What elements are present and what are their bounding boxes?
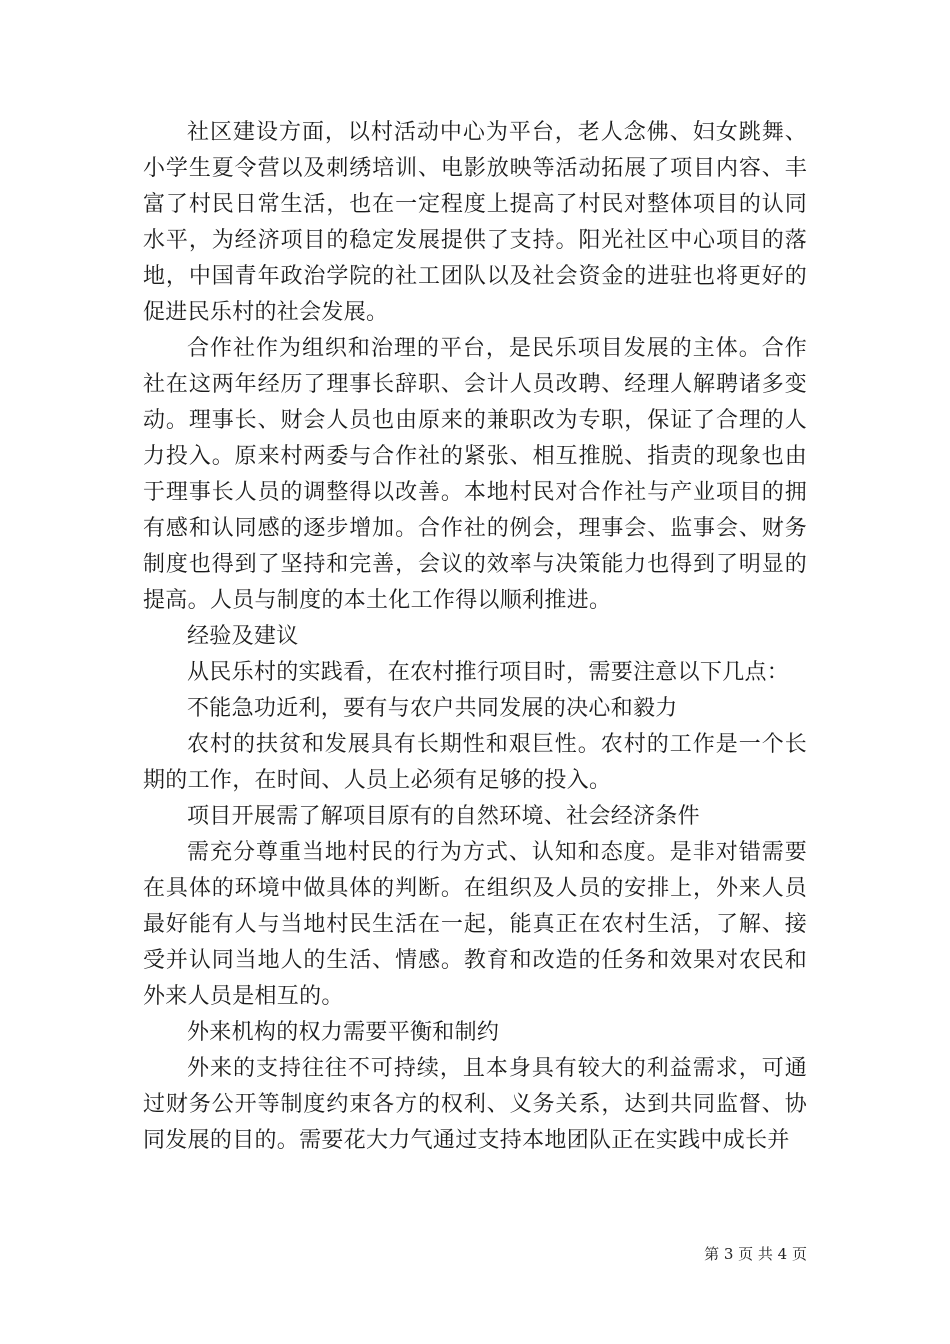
section-heading-experience: 经验及建议 <box>187 624 299 649</box>
point-heading-1: 不能急功近利，要有与农户共同发展的决心和毅力 <box>187 696 678 721</box>
paragraph-cooperative: 合作社作为组织和治理的平台，是民乐项目发展的主体。合作社在这两年经历了理事长辞职、会计人员改聘、经理人解聘诸多变动。理事长、财会人员也由原来的兼职改为专职，保证了合理的人力投入。原来村两委与合作社的紧张、相互推脱、指责的现象也由于理事长人员的调整得以改善。本地村民对合作社与产业项目的拥有感和认同感的逐步增加。合作社的例会，理事会、监事会、财务制度也得到了坚持和完善，会议的效率与决策能力也得到了明显的提高。人员与制度的本土化工作得以顺利推进。 <box>143 336 807 613</box>
paragraph-point-1: 农村的扶贫和发展具有长期性和艰巨性。农村的工作是一个长期的工作，在时间、人员上必须有足够的投入。 <box>143 732 807 793</box>
paragraph-point-3: 外来的支持往往不可持续，且本身具有较大的利益需求，可通过财务公开等制度约束各方的权利、义务关系，达到共同监督、协同发展的目的。需要花大力气通过支持本地团队正在实践中成长并 <box>143 1056 807 1153</box>
document-body <box>143 115 807 1159</box>
paragraph-intro-points: 从民乐村的实践看，在农村推行项目时，需要注意以下几点： <box>187 660 790 685</box>
paragraph-point-2: 需充分尊重当地村民的行为方式、认知和态度。是非对错需要在具体的环境中做具体的判断。在组织及人员的安排上，外来人员最好能有人与当地村民生活在一起，能真正在农村生活，了解、接受并认同当地人的生活、情感。教育和改造的任务和效果对农民和外来人员是相互的。 <box>143 840 807 1009</box>
page-number: 第 3 页 共 4 页 <box>704 1245 807 1263</box>
paragraph-community-building: 社区建设方面，以村活动中心为平台，老人念佛、妇女跳舞、小学生夏令营以及刺绣培训、电影放映等活动拓展了项目内容、丰富了村民日常生活，也在一定程度上提高了村民对整体项目的认同水平，为经济项目的稳定发展提供了支持。阳光社区中心项目的落地，中国青年政治学院的社工团队以及社会资金的进驻也将更好的促进民乐村的社会发展。 <box>143 120 807 325</box>
point-heading-2: 项目开展需了解项目原有的自然环境、社会经济条件 <box>187 804 700 829</box>
point-heading-3: 外来机构的权力需要平衡和制约 <box>187 1020 500 1045</box>
